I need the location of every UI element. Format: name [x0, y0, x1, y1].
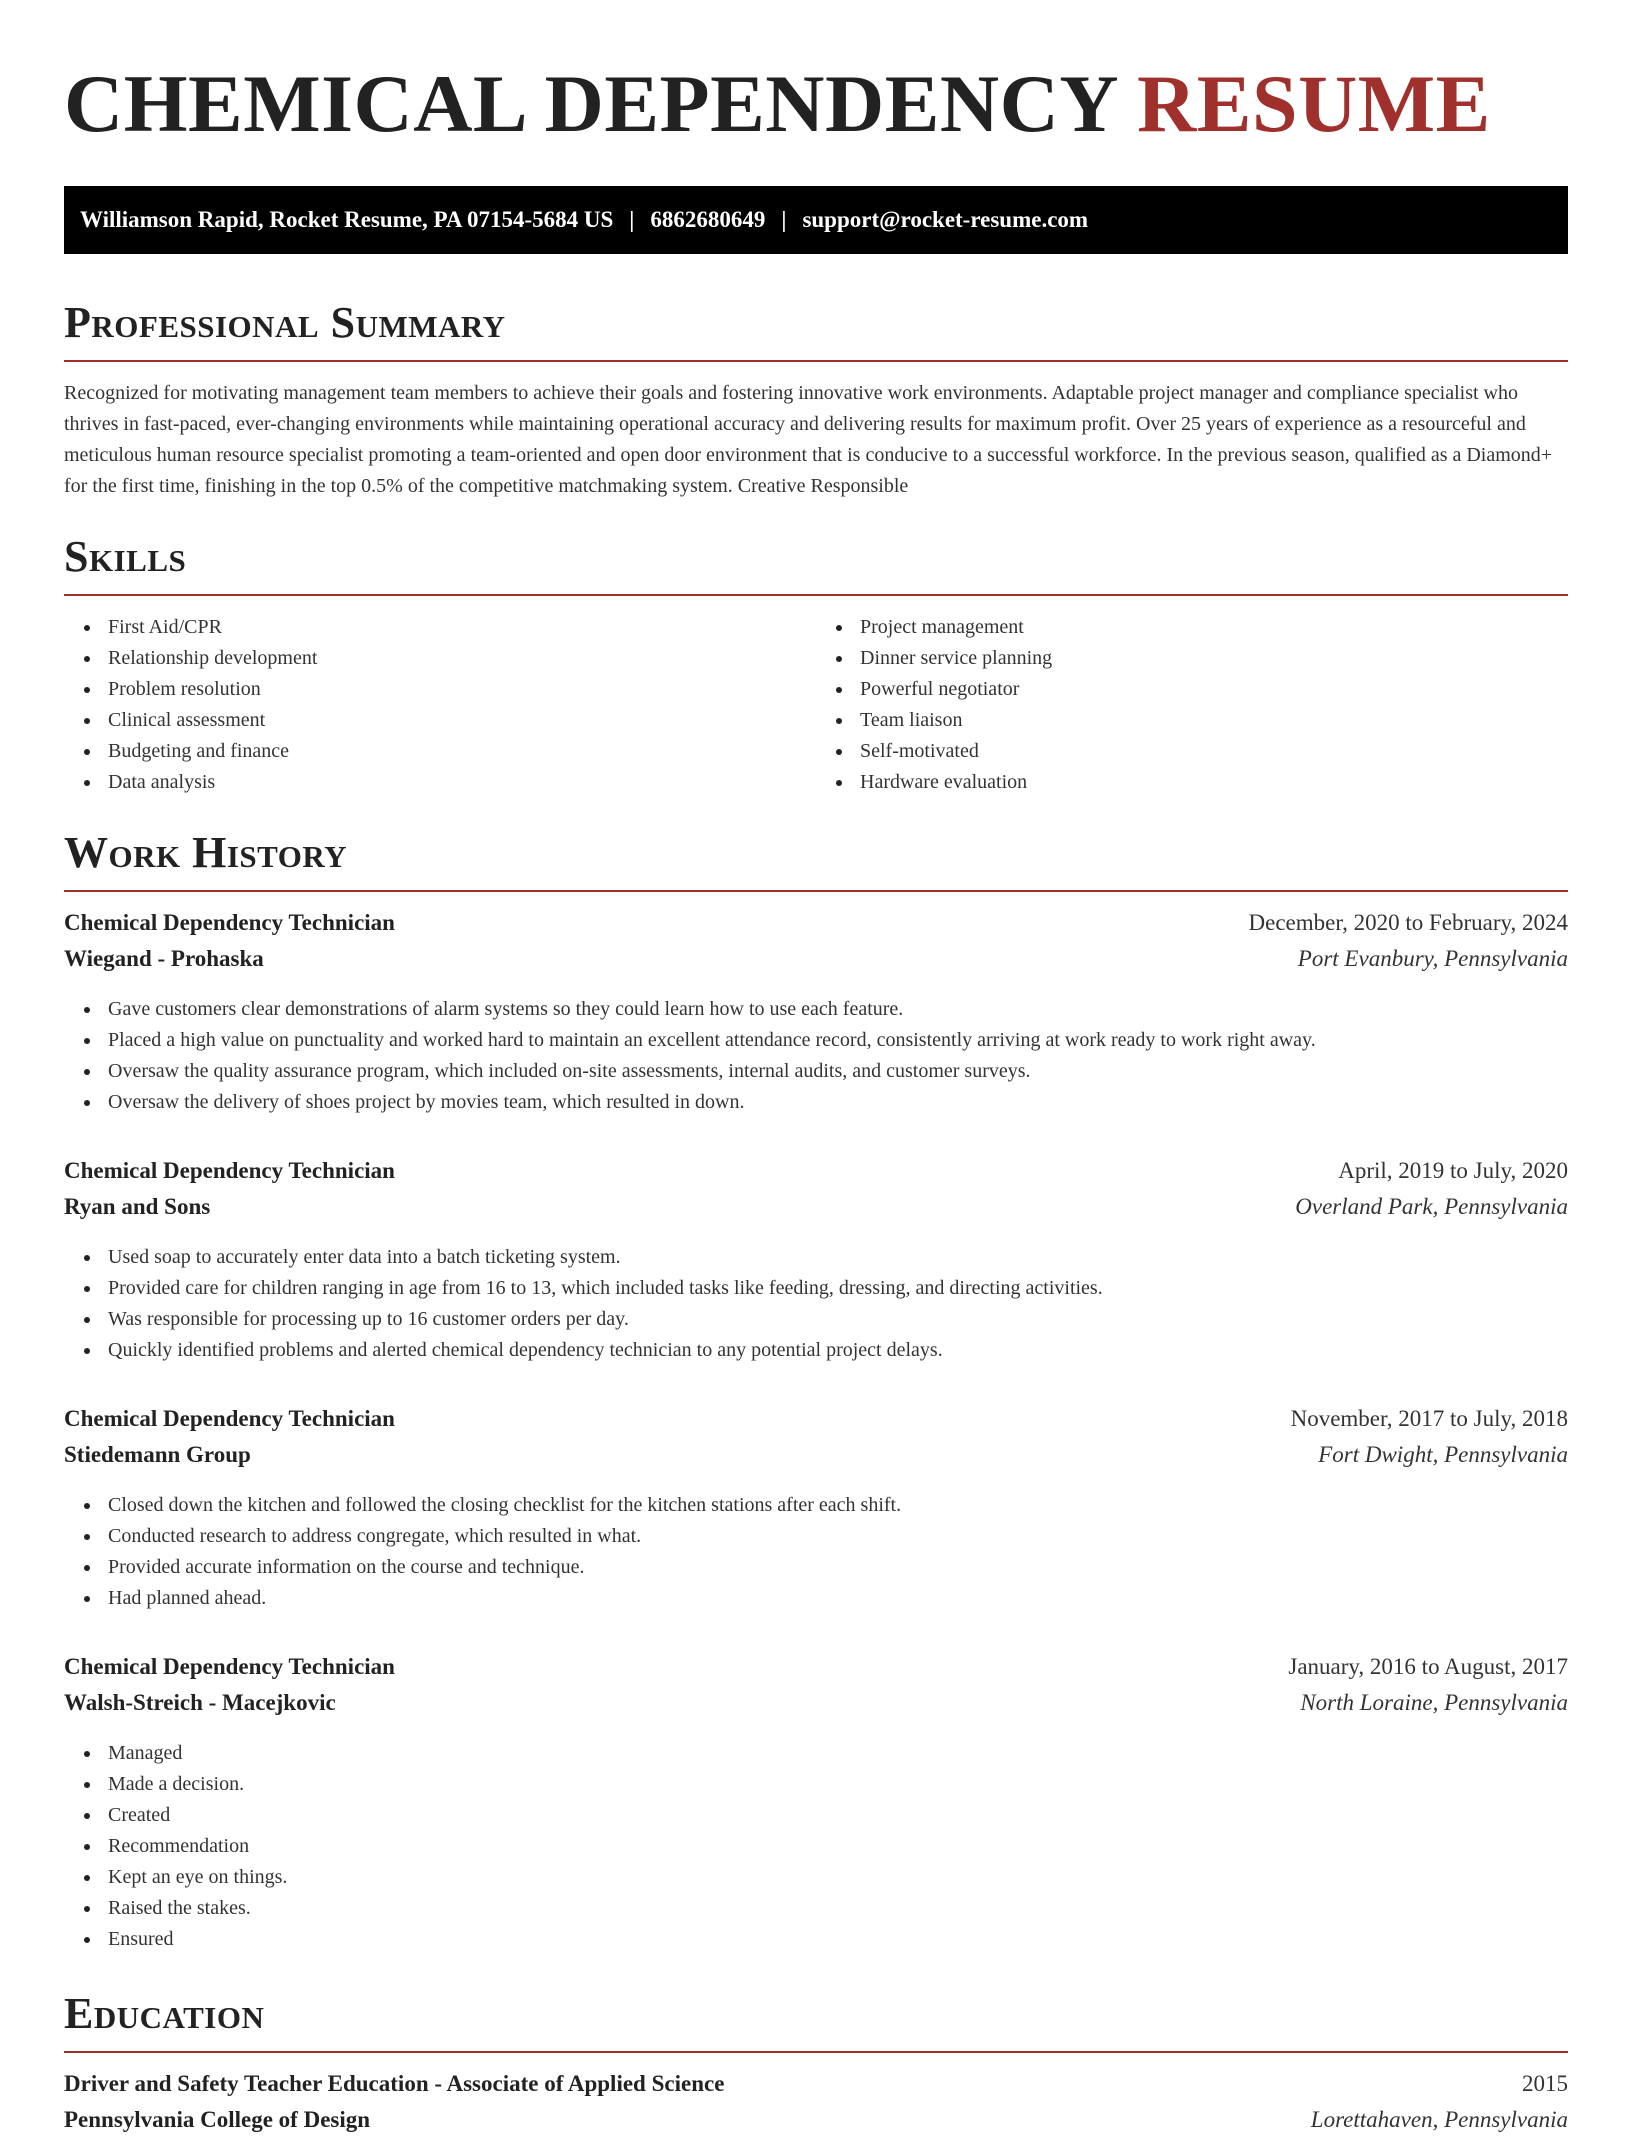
- education-entry: [64, 2071, 1568, 2143]
- job-bullet: Used soap to accurately enter data into a batch ticketing system.: [108, 1242, 1568, 1273]
- resume-title: [64, 56, 1568, 152]
- skills-heading: Skills: [64, 532, 187, 581]
- job-bullet: Oversaw the quality assurance program, which included on-site assessments, internal audits, and customer surveys.: [108, 1056, 1568, 1087]
- skill-item: Project management: [860, 612, 1568, 643]
- skill-item: Team liaison: [860, 705, 1568, 736]
- job-bullet: Was responsible for processing up to 16 customer orders per day.: [108, 1304, 1568, 1335]
- job-bullet: Ensured: [108, 1924, 1568, 1955]
- job-bullets: [64, 994, 1568, 1118]
- skill-item: Dinner service planning: [860, 643, 1568, 674]
- summary-section: [64, 298, 1568, 502]
- job-bullet: Had planned ahead.: [108, 1583, 1568, 1614]
- contact-address: Williamson Rapid, Rocket Resume, PA 07154-5684 US: [80, 207, 614, 232]
- skill-item: Clinical assessment: [108, 705, 816, 736]
- job-location: Port Evanbury, Pennsylvania: [1297, 946, 1568, 971]
- job-bullet: Recommendation: [108, 1831, 1568, 1862]
- job-entry: [64, 1654, 1568, 1955]
- job-bullets: [64, 1490, 1568, 1614]
- job-entry: [64, 910, 1568, 1118]
- job-location: North Loraine, Pennsylvania: [1300, 1690, 1568, 1715]
- skill-item: First Aid/CPR: [108, 612, 816, 643]
- job-dates: April, 2019 to July, 2020: [1338, 1158, 1568, 1183]
- job-bullet: Kept an eye on things.: [108, 1862, 1568, 1893]
- skills-column-left: [64, 612, 816, 798]
- skill-item: Self-motivated: [860, 736, 1568, 767]
- title-accent: RESUME: [1137, 58, 1491, 149]
- education-heading: Education: [64, 1989, 265, 2038]
- work-history-heading: Work History: [64, 828, 348, 877]
- skill-item: Relationship development: [108, 643, 816, 674]
- job-bullet: Provided accurate information on the course and technique.: [108, 1552, 1568, 1583]
- job-company: Walsh-Streich - Macejkovic: [64, 1690, 336, 1715]
- skill-item: Hardware evaluation: [860, 767, 1568, 798]
- job-bullet: Oversaw the delivery of shoes project by movies team, which resulted in down.: [108, 1087, 1568, 1118]
- job-dates: November, 2017 to July, 2018: [1290, 1406, 1568, 1431]
- job-company: Wiegand - Prohaska: [64, 946, 264, 971]
- job-bullet: Provided care for children ranging in age from 16 to 13, which included tasks like feeding, dressing, and directing activities.: [108, 1273, 1568, 1304]
- contact-phone: 6862680649: [650, 207, 766, 232]
- section-divider: [64, 890, 1568, 892]
- skills-section: [64, 532, 1568, 798]
- education-location: Lorettahaven, Pennsylvania: [1310, 2107, 1568, 2132]
- education-section: [64, 1989, 1568, 2143]
- job-bullet: Raised the stakes.: [108, 1893, 1568, 1924]
- job-bullet: Quickly identified problems and alerted chemical dependency technician to any potential project delays.: [108, 1335, 1568, 1366]
- job-bullet: Gave customers clear demonstrations of alarm systems so they could learn how to use each feature.: [108, 994, 1568, 1025]
- skill-item: Data analysis: [108, 767, 816, 798]
- job-entry: [64, 1158, 1568, 1366]
- job-title: Chemical Dependency Technician: [64, 1406, 395, 1431]
- education-school: Pennsylvania College of Design: [64, 2107, 371, 2132]
- skill-item: Problem resolution: [108, 674, 816, 705]
- skills-column-right: [816, 612, 1568, 798]
- job-title: Chemical Dependency Technician: [64, 910, 395, 935]
- job-entry: [64, 1406, 1568, 1614]
- section-divider: [64, 2051, 1568, 2053]
- job-bullet: Managed: [108, 1738, 1568, 1769]
- job-dates: January, 2016 to August, 2017: [1288, 1654, 1568, 1679]
- job-title: Chemical Dependency Technician: [64, 1654, 395, 1679]
- skill-item: Budgeting and finance: [108, 736, 816, 767]
- job-bullet: Made a decision.: [108, 1769, 1568, 1800]
- job-bullet: Placed a high value on punctuality and worked hard to maintain an excellent attendance record, consistently arriving at work ready to work right away.: [108, 1025, 1568, 1056]
- job-location: Overland Park, Pennsylvania: [1295, 1194, 1568, 1219]
- job-company: Stiedemann Group: [64, 1442, 251, 1467]
- job-bullet: Conducted research to address congregate, which resulted in what.: [108, 1521, 1568, 1552]
- contact-separator: |: [629, 207, 635, 232]
- job-bullet: Closed down the kitchen and followed the closing checklist for the kitchen stations after each shift.: [108, 1490, 1568, 1521]
- job-company: Ryan and Sons: [64, 1194, 211, 1219]
- title-main: CHEMICAL DEPENDENCY: [64, 58, 1117, 149]
- work-history-section: [64, 828, 1568, 1955]
- job-dates: December, 2020 to February, 2024: [1248, 910, 1568, 935]
- section-divider: [64, 594, 1568, 596]
- education-degree: Driver and Safety Teacher Education - Associate of Applied Science: [64, 2071, 725, 2096]
- contact-bar: [64, 186, 1568, 254]
- contact-separator: |: [781, 207, 787, 232]
- contact-email: support@rocket-resume.com: [802, 207, 1089, 232]
- summary-heading: Professional Summary: [64, 298, 506, 347]
- job-location: Fort Dwight, Pennsylvania: [1318, 1442, 1568, 1467]
- skill-item: Powerful negotiator: [860, 674, 1568, 705]
- job-bullet: Created: [108, 1800, 1568, 1831]
- job-bullets: [64, 1738, 1568, 1955]
- section-divider: [64, 360, 1568, 362]
- summary-text: Recognized for motivating management team members to achieve their goals and fostering innovative work environments. Adaptable project manager and compliance specialist who thrives in fast-paced, ever-changing environments while maintaining operational accuracy and delivering results for maximum profit. Over 25 years of experience as a resourceful and meticulous human resource specialist promoting a team-oriented and open door environment that is conducive to a successful workforce. In the previous season, qualified as a Diamond+ for the first time, finishing in the top 0.5% of the competitive matchmaking system. Creative Responsible: [64, 382, 1553, 497]
- skills-grid: [64, 612, 1568, 798]
- education-year: 2015: [1522, 2071, 1568, 2096]
- job-bullets: [64, 1242, 1568, 1366]
- job-title: Chemical Dependency Technician: [64, 1158, 395, 1183]
